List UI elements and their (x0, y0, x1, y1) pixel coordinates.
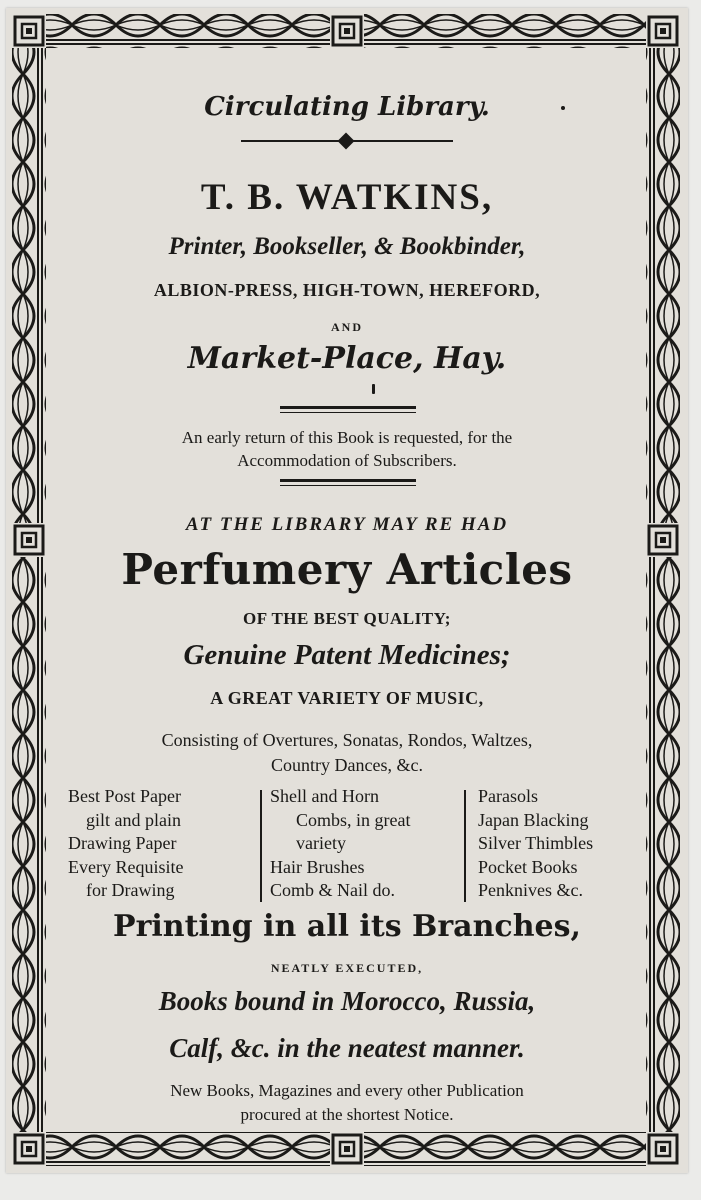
rule-diamond-ornament (338, 133, 355, 150)
goods-item: Pocket Books (478, 856, 578, 877)
column-divider (464, 790, 466, 902)
ink-speck (372, 384, 375, 394)
second-location: Market-Place, Hay. (187, 341, 507, 376)
closing-notice-line-1: New Books, Magazines and every other Publication (170, 1081, 524, 1100)
return-notice-line-1: An early return of this Book is requested, for the (181, 428, 513, 447)
music-description (54, 728, 640, 778)
goods-item: Combs, in great (296, 809, 411, 830)
double-rule-top-b (280, 412, 416, 413)
binding-line-1: Books bound in Morocco, Russia, (158, 986, 536, 1016)
goods-item: Comb & Nail do. (270, 880, 395, 900)
goods-item: Hair Brushes (270, 856, 365, 877)
conjunction-and: AND (331, 320, 363, 334)
music-description-line-1: Consisting of Overtures, Sonatas, Rondos, Waltzes, (161, 730, 533, 750)
printing-heading: Printing in all its Branches, (113, 909, 581, 944)
goods-item: Drawing Paper (68, 833, 177, 853)
goods-item: for Drawing (86, 880, 175, 900)
ink-speck (561, 106, 565, 110)
double-rule-bottom-b (280, 485, 416, 486)
perfumery-heading: Perfumery Articles (121, 545, 573, 594)
goods-item: Parasols (478, 786, 538, 806)
goods-item: Every Requisite (68, 856, 184, 877)
goods-item: variety (296, 833, 346, 853)
goods-item: Shell and Horn (270, 786, 379, 806)
music-line: A GREAT VARIETY OF MUSIC, (210, 688, 484, 708)
return-notice-line-2: Accommodation of Subscribers. (237, 451, 457, 470)
column-divider (260, 790, 262, 902)
double-rule-top-a (280, 406, 416, 409)
closing-notice-line-2: procured at the shortest Notice. (240, 1105, 454, 1124)
goods-item: Best Post Paper (68, 786, 182, 806)
goods-column-3 (478, 785, 638, 903)
music-description-line-2: Country Dances, &c. (271, 755, 423, 775)
goods-column-2 (270, 785, 460, 903)
library-heading: AT THE LIBRARY MAY RE HAD (185, 514, 509, 535)
binding-line-2: Calf, &c. in the neatest manner. (169, 1033, 525, 1063)
goods-item: gilt and plain (86, 809, 181, 830)
trade-card (6, 8, 688, 1173)
closing-notice (54, 1079, 640, 1127)
return-notice (54, 426, 640, 472)
circulating-library-heading: Circulating Library. (204, 92, 490, 122)
address-line: ALBION-PRESS, HIGH-TOWN, HEREFORD, (153, 280, 541, 300)
double-rule-bottom-a (280, 479, 416, 482)
goods-item: Silver Thimbles (478, 833, 594, 853)
card-text (54, 78, 640, 1138)
proprietor-name: T. B. WATKINS, (200, 177, 494, 218)
goods-item: Penknives &c. (478, 880, 583, 900)
trades-line: Printer, Bookseller, & Bookbinder, (168, 233, 526, 260)
medicines-heading: Genuine Patent Medicines; (183, 639, 511, 671)
goods-column-1 (68, 785, 254, 903)
neatly-executed-line: NEATLY EXECUTED, (270, 961, 424, 975)
goods-item: Japan Blacking (478, 809, 589, 830)
quality-line: OF THE BEST QUALITY; (243, 609, 451, 628)
